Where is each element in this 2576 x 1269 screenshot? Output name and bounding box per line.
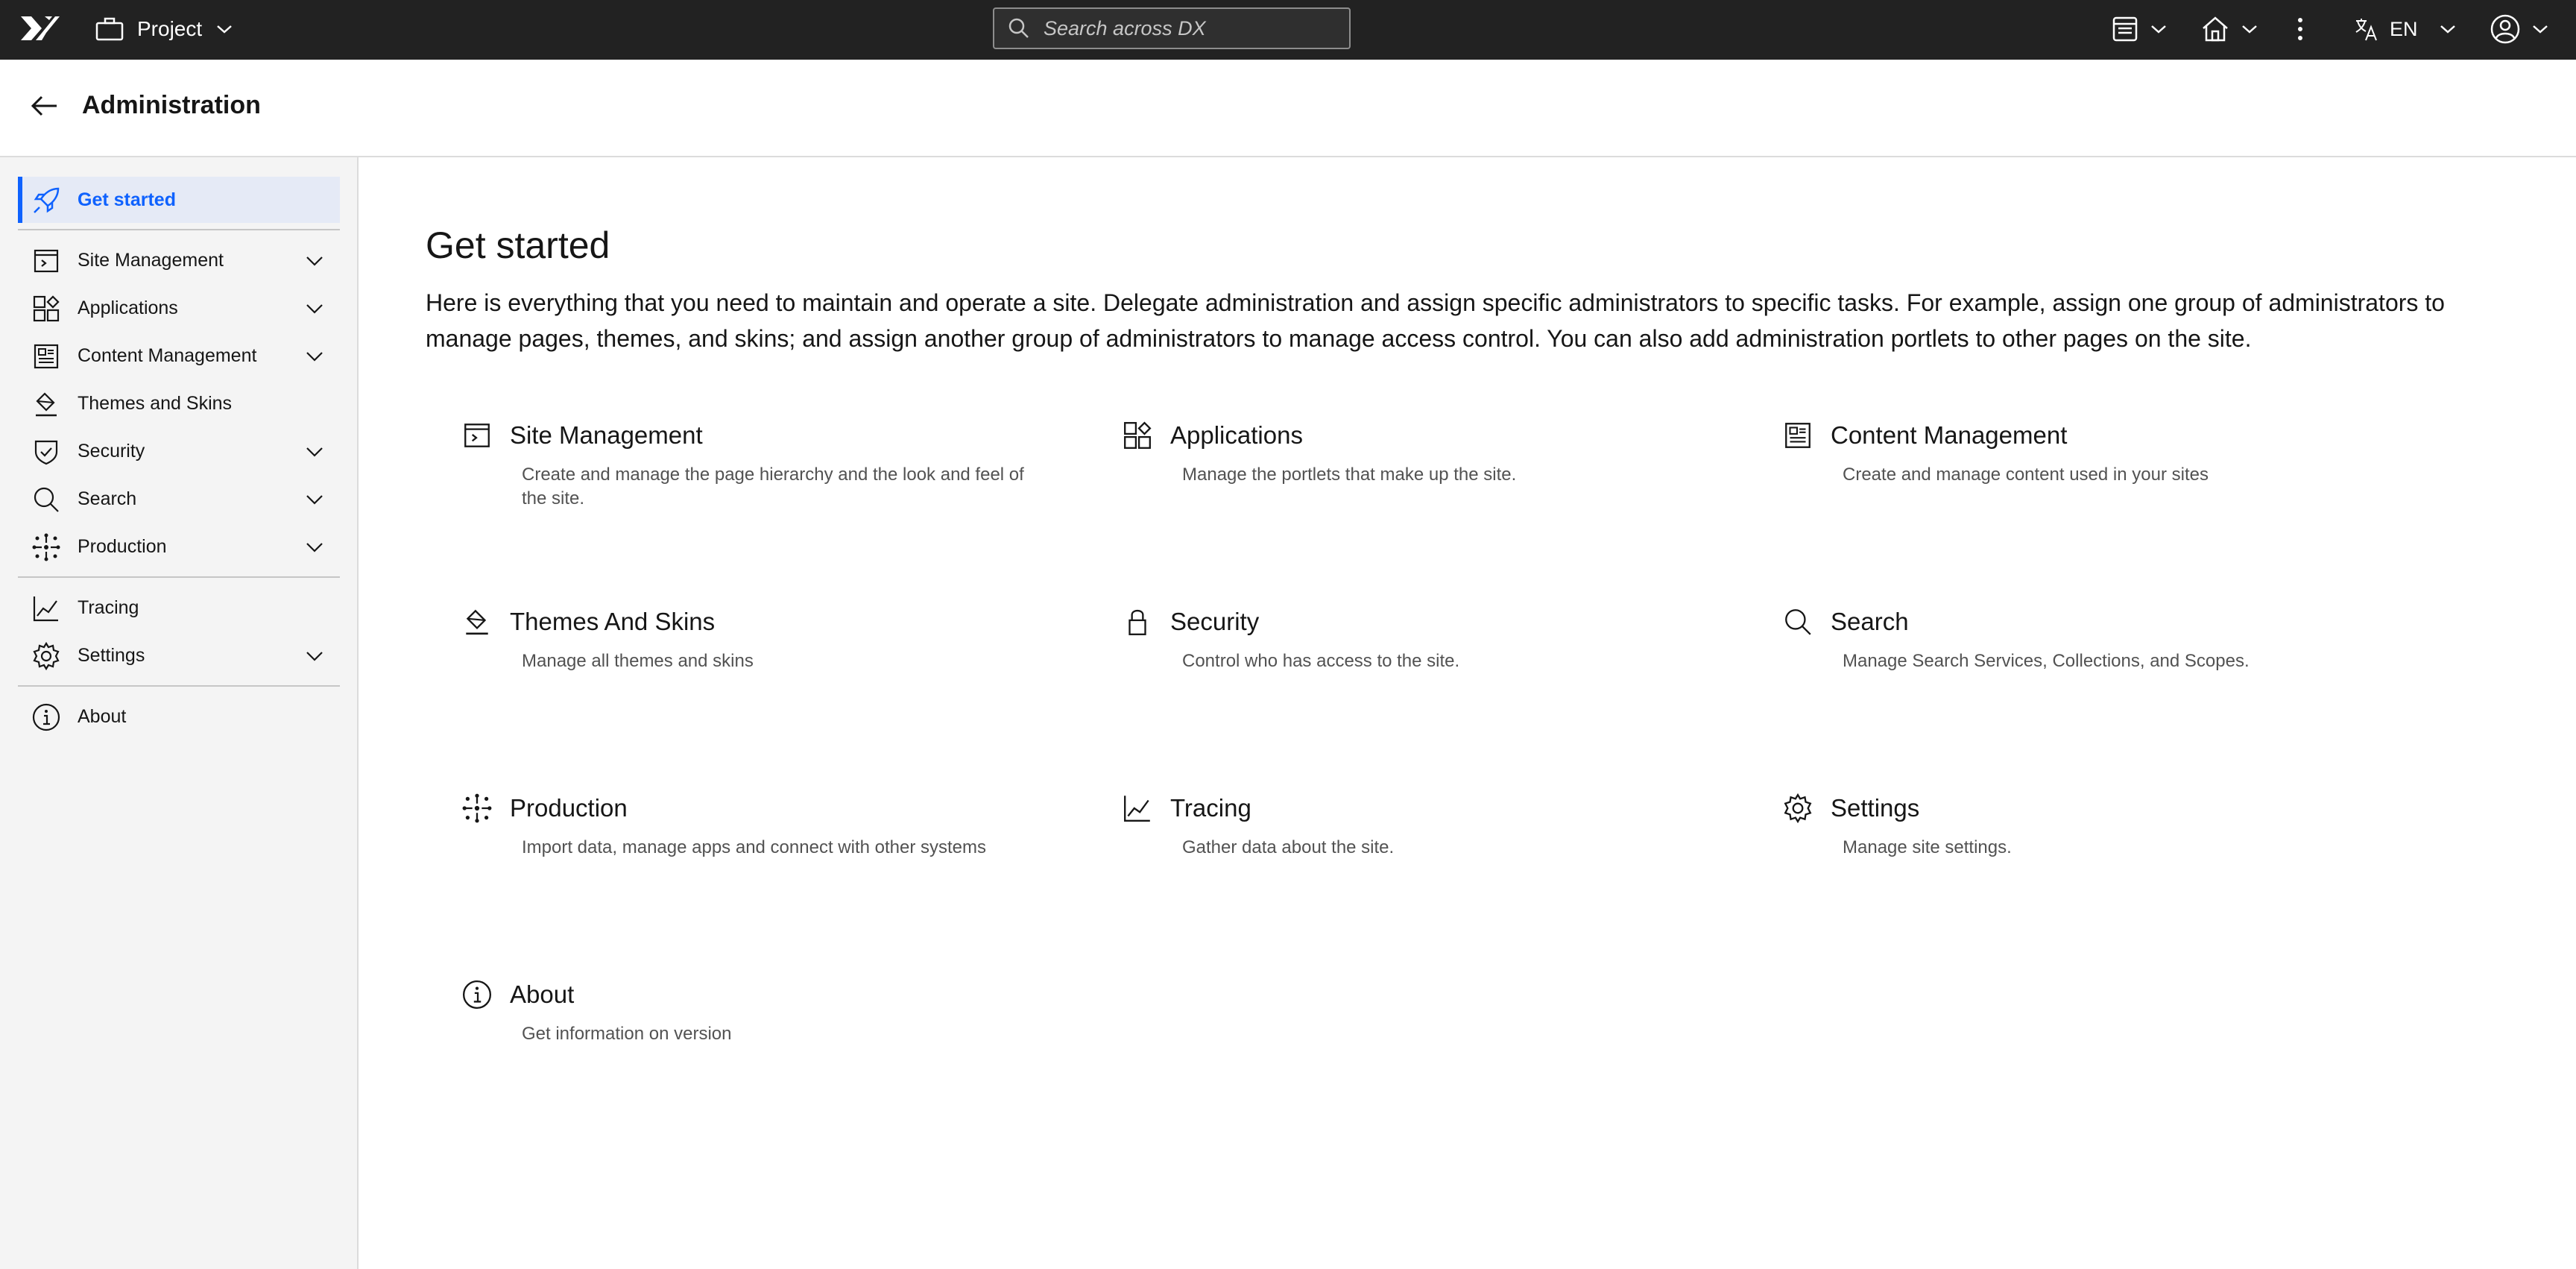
lock-icon <box>1122 606 1153 637</box>
sidebar-item-get-started[interactable] <box>18 177 340 223</box>
card-title: About <box>510 980 575 1008</box>
sidebar-item-about[interactable] <box>18 693 340 740</box>
chevron-down-icon <box>304 298 325 319</box>
sidebar-item-label: Production <box>78 535 167 557</box>
info-icon <box>31 702 61 732</box>
card-description: Create and manage content used in your sites <box>1843 465 2209 485</box>
arrow-left-icon <box>27 88 63 124</box>
sidebar-item-content-management[interactable] <box>18 333 340 379</box>
sidebar-item-applications[interactable] <box>18 285 340 331</box>
chevron-down-icon <box>2150 23 2168 35</box>
paint-bucket-icon <box>461 606 493 637</box>
card-title: Content Management <box>1831 421 2068 449</box>
card-themes-and-skins[interactable] <box>426 606 1037 740</box>
chevron-down-icon <box>304 537 325 558</box>
gear-icon <box>1782 793 1813 824</box>
card-title: Site Management <box>510 421 703 449</box>
sidebar-item-security[interactable] <box>18 428 340 474</box>
card-description: Gather data about the site. <box>1182 837 1395 857</box>
card-description: Import data, manage apps and connect with other systems <box>522 837 987 857</box>
sidebar-item-label: Security <box>78 440 145 462</box>
sidebar-item-label: About <box>78 705 127 727</box>
sidebar-item-production[interactable] <box>18 523 340 570</box>
home-menu-button[interactable] <box>2200 10 2258 48</box>
card-title: Production <box>510 794 628 822</box>
sidebar-item-label: Tracing <box>78 596 139 618</box>
card-security[interactable] <box>1086 606 1697 740</box>
chevron-down-icon <box>304 646 325 667</box>
card-search[interactable] <box>1746 606 2358 740</box>
search-input[interactable] <box>1042 16 1340 41</box>
page-heading: Get started <box>426 224 610 266</box>
page-title: Administration <box>82 91 261 119</box>
card-title: Tracing <box>1170 794 1251 822</box>
shield-icon <box>31 437 61 467</box>
card-title: Security <box>1170 608 1260 635</box>
briefcase-icon <box>95 16 124 42</box>
sidebar-item-settings[interactable] <box>18 632 340 678</box>
card-description: Manage the portlets that make up the site. <box>1182 465 1517 485</box>
home-icon <box>2200 15 2230 43</box>
overflow-menu-button[interactable] <box>2296 10 2305 48</box>
content-management-icon <box>31 341 61 371</box>
user-menu-button[interactable] <box>2490 10 2549 48</box>
info-icon <box>461 979 493 1010</box>
production-icon <box>31 532 61 562</box>
chart-line-icon <box>31 593 61 623</box>
sidebar-item-themes-and-skins[interactable] <box>18 380 340 426</box>
search-icon <box>1782 606 1813 637</box>
language-selector[interactable] <box>2354 10 2457 48</box>
site-management-icon <box>461 420 493 451</box>
search-icon <box>31 485 61 514</box>
overflow-menu-icon <box>2296 16 2305 42</box>
card-description: Get information on version <box>522 1024 732 1044</box>
card-title: Themes And Skins <box>510 608 716 635</box>
chevron-down-icon <box>2439 23 2457 35</box>
chevron-down-icon <box>304 346 325 367</box>
translate-icon <box>2354 16 2379 42</box>
project-selector[interactable] <box>95 12 233 46</box>
card-production[interactable] <box>426 793 1037 927</box>
chevron-down-icon <box>304 489 325 510</box>
page-header <box>0 60 2576 157</box>
card-description: Manage Search Services, Collections, and Scopes. <box>1843 651 2250 671</box>
chevron-down-icon <box>2241 23 2258 35</box>
production-icon <box>461 793 493 824</box>
project-label: Project <box>137 17 203 40</box>
card-applications[interactable] <box>1086 420 1697 554</box>
content-menu-button[interactable] <box>2111 10 2168 48</box>
sidebar-item-label: Content Management <box>78 344 257 366</box>
site-management-icon <box>31 246 61 276</box>
sidebar-item-search[interactable] <box>18 476 340 522</box>
chevron-down-icon <box>304 251 325 271</box>
chart-line-icon <box>1122 793 1153 824</box>
top-bar <box>0 0 2576 60</box>
sidebar-item-label: Search <box>78 488 137 509</box>
back-button[interactable] <box>27 88 63 124</box>
dx-logo-icon[interactable] <box>19 13 61 43</box>
sidebar-divider <box>18 576 340 578</box>
applications-icon <box>31 294 61 324</box>
card-content-management[interactable] <box>1746 420 2358 554</box>
content-management-icon <box>1782 420 1813 451</box>
user-avatar-icon <box>2490 13 2521 45</box>
card-title: Applications <box>1170 421 1303 449</box>
card-description: Create and manage the page hierarchy and the look and feel of the site. <box>522 465 1024 508</box>
card-description: Control who has access to the site. <box>1182 651 1460 671</box>
sidebar-item-label: Site Management <box>78 249 224 271</box>
chevron-down-icon <box>304 441 325 462</box>
card-description: Manage all themes and skins <box>522 651 754 671</box>
chevron-down-icon <box>2531 23 2549 35</box>
gear-icon <box>31 641 61 671</box>
language-label: EN <box>2390 17 2418 40</box>
content-icon <box>2111 15 2139 43</box>
sidebar-item-label: Applications <box>78 297 178 318</box>
card-title: Settings <box>1831 794 1920 822</box>
paint-bucket-icon <box>31 389 61 419</box>
search-icon <box>1008 17 1030 40</box>
sidebar <box>0 157 359 1269</box>
card-settings[interactable] <box>1746 793 2358 927</box>
card-site-management[interactable] <box>426 420 1037 554</box>
sidebar-item-label: Themes and Skins <box>78 392 233 414</box>
sidebar-item-label: Get started <box>78 189 176 210</box>
sidebar-divider <box>18 229 340 230</box>
chevron-down-icon <box>215 23 233 35</box>
sidebar-item-site-management[interactable] <box>18 237 340 283</box>
card-about[interactable] <box>426 979 1037 1113</box>
sidebar-divider <box>18 685 340 687</box>
rocket-icon <box>31 186 61 215</box>
global-search[interactable] <box>993 7 1351 49</box>
card-title: Search <box>1831 608 1909 635</box>
applications-icon <box>1122 420 1153 451</box>
sidebar-item-label: Settings <box>78 644 145 666</box>
page-description: Here is everything that you need to maintain and operate a site. Delegate administration and assign specific administrators to specific tasks. For example, assign one group of administrators to manage pages, themes, and skins; and assign another group of administrators to manage access control. You can also add administration portlets to other pages on the site. <box>426 289 2445 352</box>
card-description: Manage site settings. <box>1843 837 2012 857</box>
sidebar-item-tracing[interactable] <box>18 585 340 631</box>
card-tracing[interactable] <box>1086 793 1697 927</box>
